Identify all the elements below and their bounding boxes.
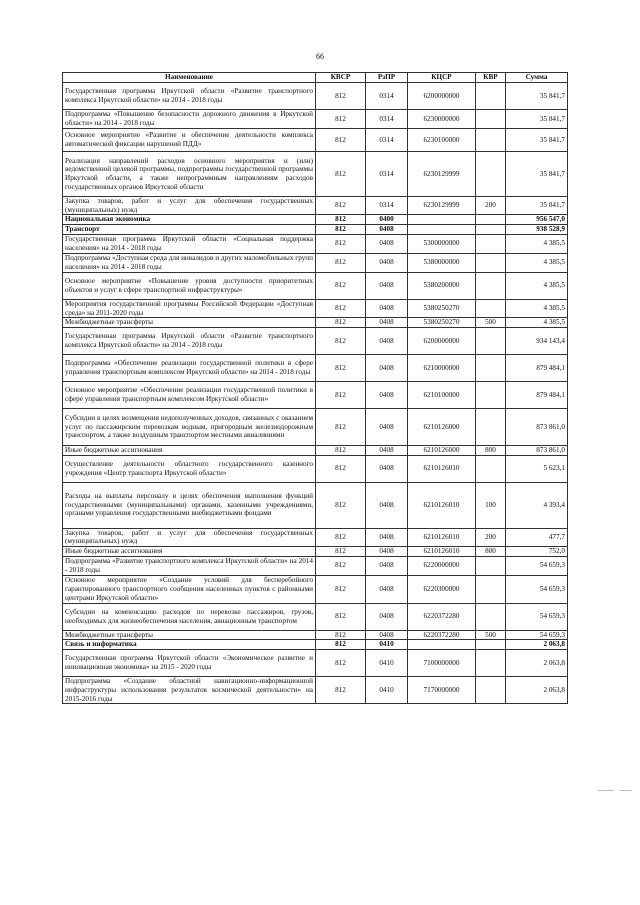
cell-kcsr: 6210126010	[408, 547, 476, 557]
cell-sum: 4 385,5	[506, 234, 568, 253]
cell-sum: 35 841,7	[506, 110, 568, 129]
cell-sum: 934 143,4	[506, 327, 568, 354]
table-row	[63, 215, 568, 225]
cell-kcsr	[408, 225, 476, 235]
table-row	[63, 381, 568, 408]
cell-kvsr: 812	[316, 603, 366, 630]
cell-rzpr: 0408	[366, 445, 408, 455]
cell-kcsr: 5380200000	[408, 272, 476, 299]
table-row	[63, 603, 568, 630]
cell-kvsr: 812	[316, 650, 366, 677]
cell-name: Реализация направлений расходов основного мероприятия и (или) ведомственной целевой программы, подпрограммы государственной программы Иркутской области, а также непрограммным направлениям расходов государственных органов Иркутской области	[63, 152, 316, 197]
cell-rzpr: 0410	[366, 650, 408, 677]
cell-kvr	[476, 272, 506, 299]
cell-name: Связь и информатика	[63, 640, 316, 650]
cell-sum: 2 063,8	[506, 640, 568, 650]
table-row	[63, 650, 568, 677]
cell-name: Расходы на выплаты персоналу в целях обеспечения выполнения функций государственными (муниципальными) органами, казенными учреждениями, органами управления государственными внебюджетными фондами	[63, 482, 316, 528]
cell-kcsr: 6230129999	[408, 152, 476, 197]
cell-sum: 2 063,8	[506, 650, 568, 677]
cell-name: Подпрограмма «Создание областной навигационно-информационной инфраструктуры использования результатов космической деятельности» на 2015-2016 годы	[63, 677, 316, 704]
cell-sum: 879 484,1	[506, 381, 568, 408]
cell-name: Государственная программа Иркутской области «Экономическое развитие и инновационная экономика» на 2015 - 2020 годы	[63, 650, 316, 677]
cell-kvsr: 812	[316, 640, 366, 650]
cell-rzpr: 0408	[366, 327, 408, 354]
cell-name: Субсидии в целях возмещения недополученных доходов, связанных с оказанием услуг по пассажирским перевозкам водным, пригородным железнодорожным транспортом, а также воздушным транспортом местными авиалиниями	[63, 408, 316, 445]
cell-kcsr: 6230000000	[408, 110, 476, 129]
cell-sum: 4 385,5	[506, 318, 568, 328]
cell-kvr: 200	[476, 197, 506, 215]
table-row	[63, 575, 568, 603]
cell-kcsr: 6210126010	[408, 528, 476, 546]
cell-kcsr: 6220000000	[408, 556, 476, 575]
cell-sum: 873 861,0	[506, 445, 568, 455]
cell-name: Государственная программа Иркутской области «Развитие транспортного комплекса Иркутской области» на 2014 - 2018 годы	[63, 83, 316, 110]
cell-kvr	[476, 299, 506, 317]
table-row	[63, 318, 568, 328]
page-number: 66	[316, 52, 324, 61]
table-row	[63, 482, 568, 528]
cell-name: Государственная программа Иркутской области «Социальная поддержка населения» на 2014 - 2018 годы	[63, 234, 316, 253]
cell-kvr: 800	[476, 445, 506, 455]
cell-kcsr: 6210126000	[408, 445, 476, 455]
cell-kvsr: 812	[316, 272, 366, 299]
cell-name: Мероприятия государственной программы Российской Федерации «Доступная среда» на 2011-2020 годы	[63, 299, 316, 317]
cell-name: Подпрограмма «Повышение безопасности дорожного движения в Иркутской области» на 2014 - 2018 годы	[63, 110, 316, 129]
cell-sum: 4 393,4	[506, 482, 568, 528]
cell-kvsr: 812	[316, 677, 366, 704]
table-row	[63, 630, 568, 640]
cell-kvsr: 812	[316, 318, 366, 328]
cell-kcsr	[408, 215, 476, 225]
cell-sum: 752,0	[506, 547, 568, 557]
cell-sum: 477,7	[506, 528, 568, 546]
cell-rzpr: 0408	[366, 482, 408, 528]
cell-kvsr: 812	[316, 215, 366, 225]
cell-kvr	[476, 129, 506, 152]
cell-rzpr: 0408	[366, 318, 408, 328]
cell-kcsr: 7170000000	[408, 677, 476, 704]
cell-kvr	[476, 677, 506, 704]
cell-kvsr: 812	[316, 408, 366, 445]
table-header-row	[63, 73, 568, 83]
cell-kvr	[476, 234, 506, 253]
cell-rzpr: 0408	[366, 234, 408, 253]
cell-sum: 54 659,3	[506, 575, 568, 603]
cell-kcsr: 6210126010	[408, 455, 476, 482]
table-row	[63, 640, 568, 650]
table-row	[63, 445, 568, 455]
cell-kvsr: 812	[316, 556, 366, 575]
cell-kvsr: 812	[316, 354, 366, 381]
cell-name: Подпрограмма «Доступная среда для инвалидов и других маломобильных групп населения» на 2014 - 2018 годы	[63, 253, 316, 272]
header-sum: Сумма	[506, 73, 568, 83]
cell-name: Закупка товаров, работ и услуг для обеспечения государственных (муниципальных) нужд	[63, 528, 316, 546]
table-row	[63, 327, 568, 354]
cell-sum: 879 484,1	[506, 354, 568, 381]
cell-sum: 35 841,7	[506, 152, 568, 197]
cell-sum: 956 547,0	[506, 215, 568, 225]
cell-kcsr: 6210100000	[408, 381, 476, 408]
cell-rzpr: 0408	[366, 225, 408, 235]
table-row	[63, 677, 568, 704]
cell-rzpr: 0410	[366, 677, 408, 704]
cell-sum: 4 385,5	[506, 299, 568, 317]
cell-kcsr: 5380250270	[408, 318, 476, 328]
cell-sum: 54 659,3	[506, 603, 568, 630]
cell-rzpr: 0408	[366, 272, 408, 299]
cell-rzpr: 0408	[366, 528, 408, 546]
cell-kvsr: 812	[316, 630, 366, 640]
cell-rzpr: 0408	[366, 381, 408, 408]
cell-kcsr: 5300000000	[408, 234, 476, 253]
cell-kvr: 500	[476, 630, 506, 640]
cell-name: Осуществление деятельности областного государственного казенного учреждения «Центр транспорта Иркутской области»	[63, 455, 316, 482]
cell-rzpr: 0314	[366, 83, 408, 110]
cell-rzpr: 0408	[366, 408, 408, 445]
cell-rzpr: 0314	[366, 129, 408, 152]
cell-sum: 938 528,9	[506, 225, 568, 235]
cell-kvr	[476, 603, 506, 630]
cell-kcsr: 6230100000	[408, 129, 476, 152]
table-row	[63, 272, 568, 299]
cell-kvr	[476, 152, 506, 197]
cell-kvr	[476, 455, 506, 482]
table-row	[63, 547, 568, 557]
cell-kvr: 100	[476, 482, 506, 528]
cell-rzpr: 0408	[366, 603, 408, 630]
table-row	[63, 110, 568, 129]
cell-kvr	[476, 225, 506, 235]
cell-name: Иные бюджетные ассигнования	[63, 445, 316, 455]
cell-kcsr: 5380000000	[408, 253, 476, 272]
cell-kvr	[476, 556, 506, 575]
cell-kvsr: 812	[316, 152, 366, 197]
table-row	[63, 253, 568, 272]
table-row	[63, 299, 568, 317]
cell-name: Закупка товаров, работ и услуг для обеспечения государственных (муниципальных) нужд	[63, 197, 316, 215]
table-row	[63, 152, 568, 197]
cell-kvr	[476, 640, 506, 650]
cell-rzpr: 0400	[366, 215, 408, 225]
cell-name: Национальная экономика	[63, 215, 316, 225]
table-row	[63, 528, 568, 546]
cell-name: Основное мероприятие «Повышение уровня доступности приоритетных объектов и услуг в сфере транспортной инфраструктуры»	[63, 272, 316, 299]
budget-table-container	[62, 72, 567, 704]
cell-sum: 35 841,7	[506, 129, 568, 152]
cell-kvr	[476, 381, 506, 408]
cell-kvsr: 812	[316, 197, 366, 215]
cell-kcsr: 6210000000	[408, 354, 476, 381]
cell-kvsr: 812	[316, 455, 366, 482]
cell-sum: 4 385,5	[506, 272, 568, 299]
cell-kvr	[476, 354, 506, 381]
table-row	[63, 129, 568, 152]
table-row	[63, 455, 568, 482]
table-row	[63, 197, 568, 215]
cell-kcsr: 6220372280	[408, 603, 476, 630]
cell-kvr	[476, 110, 506, 129]
table-row	[63, 234, 568, 253]
cell-sum: 873 861,0	[506, 408, 568, 445]
cell-sum: 54 659,3	[506, 556, 568, 575]
cell-kvr	[476, 83, 506, 110]
cell-kvsr: 812	[316, 528, 366, 546]
header-name: Наименование	[63, 73, 316, 83]
cell-rzpr: 0410	[366, 640, 408, 650]
cell-rzpr: 0408	[366, 556, 408, 575]
cell-kcsr	[408, 640, 476, 650]
cell-kvsr: 812	[316, 445, 366, 455]
cell-name: Межбюджетные трансферты	[63, 318, 316, 328]
scan-mark	[620, 790, 632, 791]
cell-rzpr: 0408	[366, 630, 408, 640]
header-kvr: КВР	[476, 73, 506, 83]
cell-rzpr: 0408	[366, 547, 408, 557]
cell-sum: 54 659,3	[506, 630, 568, 640]
cell-kvr	[476, 253, 506, 272]
cell-rzpr: 0314	[366, 110, 408, 129]
budget-table	[62, 72, 568, 704]
cell-rzpr: 0408	[366, 354, 408, 381]
cell-kvsr: 812	[316, 299, 366, 317]
cell-kvsr: 812	[316, 129, 366, 152]
cell-kvr: 800	[476, 547, 506, 557]
cell-kvsr: 812	[316, 381, 366, 408]
cell-name: Иные бюджетные ассигнования	[63, 547, 316, 557]
cell-rzpr: 0314	[366, 152, 408, 197]
cell-name: Межбюджетные трансферты	[63, 630, 316, 640]
cell-kvsr: 812	[316, 234, 366, 253]
cell-name: Транспорт	[63, 225, 316, 235]
cell-kvr	[476, 575, 506, 603]
cell-name: Основное мероприятие «Развитие и обеспечение деятельности комплекса автоматической фиксации нарушений ПДД»	[63, 129, 316, 152]
cell-kvsr: 812	[316, 110, 366, 129]
cell-kvsr: 812	[316, 225, 366, 235]
cell-name: Основное мероприятие «Обеспечение реализации государственной политики в сфере управления транспортным комплексом Иркутской области»	[63, 381, 316, 408]
cell-sum: 35 841,7	[506, 83, 568, 110]
cell-rzpr: 0408	[366, 455, 408, 482]
cell-kvsr: 812	[316, 253, 366, 272]
cell-kcsr: 6230129999	[408, 197, 476, 215]
cell-sum: 5 623,1	[506, 455, 568, 482]
table-body	[63, 83, 568, 704]
header-kvsr: КВСР	[316, 73, 366, 83]
cell-name: Субсидии на компенсацию расходов по перевозке пассажиров, грузов, необходимых для жизнеобеспечения населения, авиационным транспортом	[63, 603, 316, 630]
cell-rzpr: 0314	[366, 197, 408, 215]
cell-rzpr: 0408	[366, 575, 408, 603]
cell-kcsr: 6200000000	[408, 83, 476, 110]
table-row	[63, 83, 568, 110]
cell-kvsr: 812	[316, 547, 366, 557]
cell-name: Подпрограмма «Обеспечение реализации государственной политики в сфере управления транспортным комплексом Иркутской области» на 2014 - 2018 годы	[63, 354, 316, 381]
cell-kcsr: 5380250270	[408, 299, 476, 317]
cell-kvr	[476, 408, 506, 445]
cell-kvsr: 812	[316, 575, 366, 603]
cell-kvsr: 812	[316, 83, 366, 110]
cell-kcsr: 7100000000	[408, 650, 476, 677]
cell-sum: 2 063,8	[506, 677, 568, 704]
cell-kvr	[476, 650, 506, 677]
cell-kcsr: 6220372280	[408, 630, 476, 640]
cell-name: Основное мероприятие «Создание условий для бесперебойного гарантированного транспортного сообщения населенных пунктов с районными центрами Иркутской области»	[63, 575, 316, 603]
cell-kcsr: 6220300000	[408, 575, 476, 603]
cell-rzpr: 0408	[366, 299, 408, 317]
cell-sum: 4 385,5	[506, 253, 568, 272]
table-row	[63, 225, 568, 235]
header-kcsr: КЦСР	[408, 73, 476, 83]
cell-name: Подпрограмма «Развитие транспортного комплекса Иркутской области» на 2014 - 2018 годы	[63, 556, 316, 575]
cell-kvsr: 812	[316, 327, 366, 354]
cell-kvsr: 812	[316, 482, 366, 528]
cell-sum: 35 841,7	[506, 197, 568, 215]
cell-kcsr: 6210126000	[408, 408, 476, 445]
table-row	[63, 556, 568, 575]
cell-kvr	[476, 327, 506, 354]
cell-rzpr: 0408	[366, 253, 408, 272]
table-row	[63, 408, 568, 445]
cell-kcsr: 6210126010	[408, 482, 476, 528]
scan-mark	[598, 790, 614, 791]
cell-kvr	[476, 215, 506, 225]
header-rzpr: РзПР	[366, 73, 408, 83]
table-row	[63, 354, 568, 381]
cell-name: Государственная программа Иркутской области «Развитие транспортного комплекса Иркутской области» на 2014 - 2018 годы	[63, 327, 316, 354]
cell-kcsr: 6200000000	[408, 327, 476, 354]
cell-kvr: 500	[476, 318, 506, 328]
cell-kvr: 200	[476, 528, 506, 546]
